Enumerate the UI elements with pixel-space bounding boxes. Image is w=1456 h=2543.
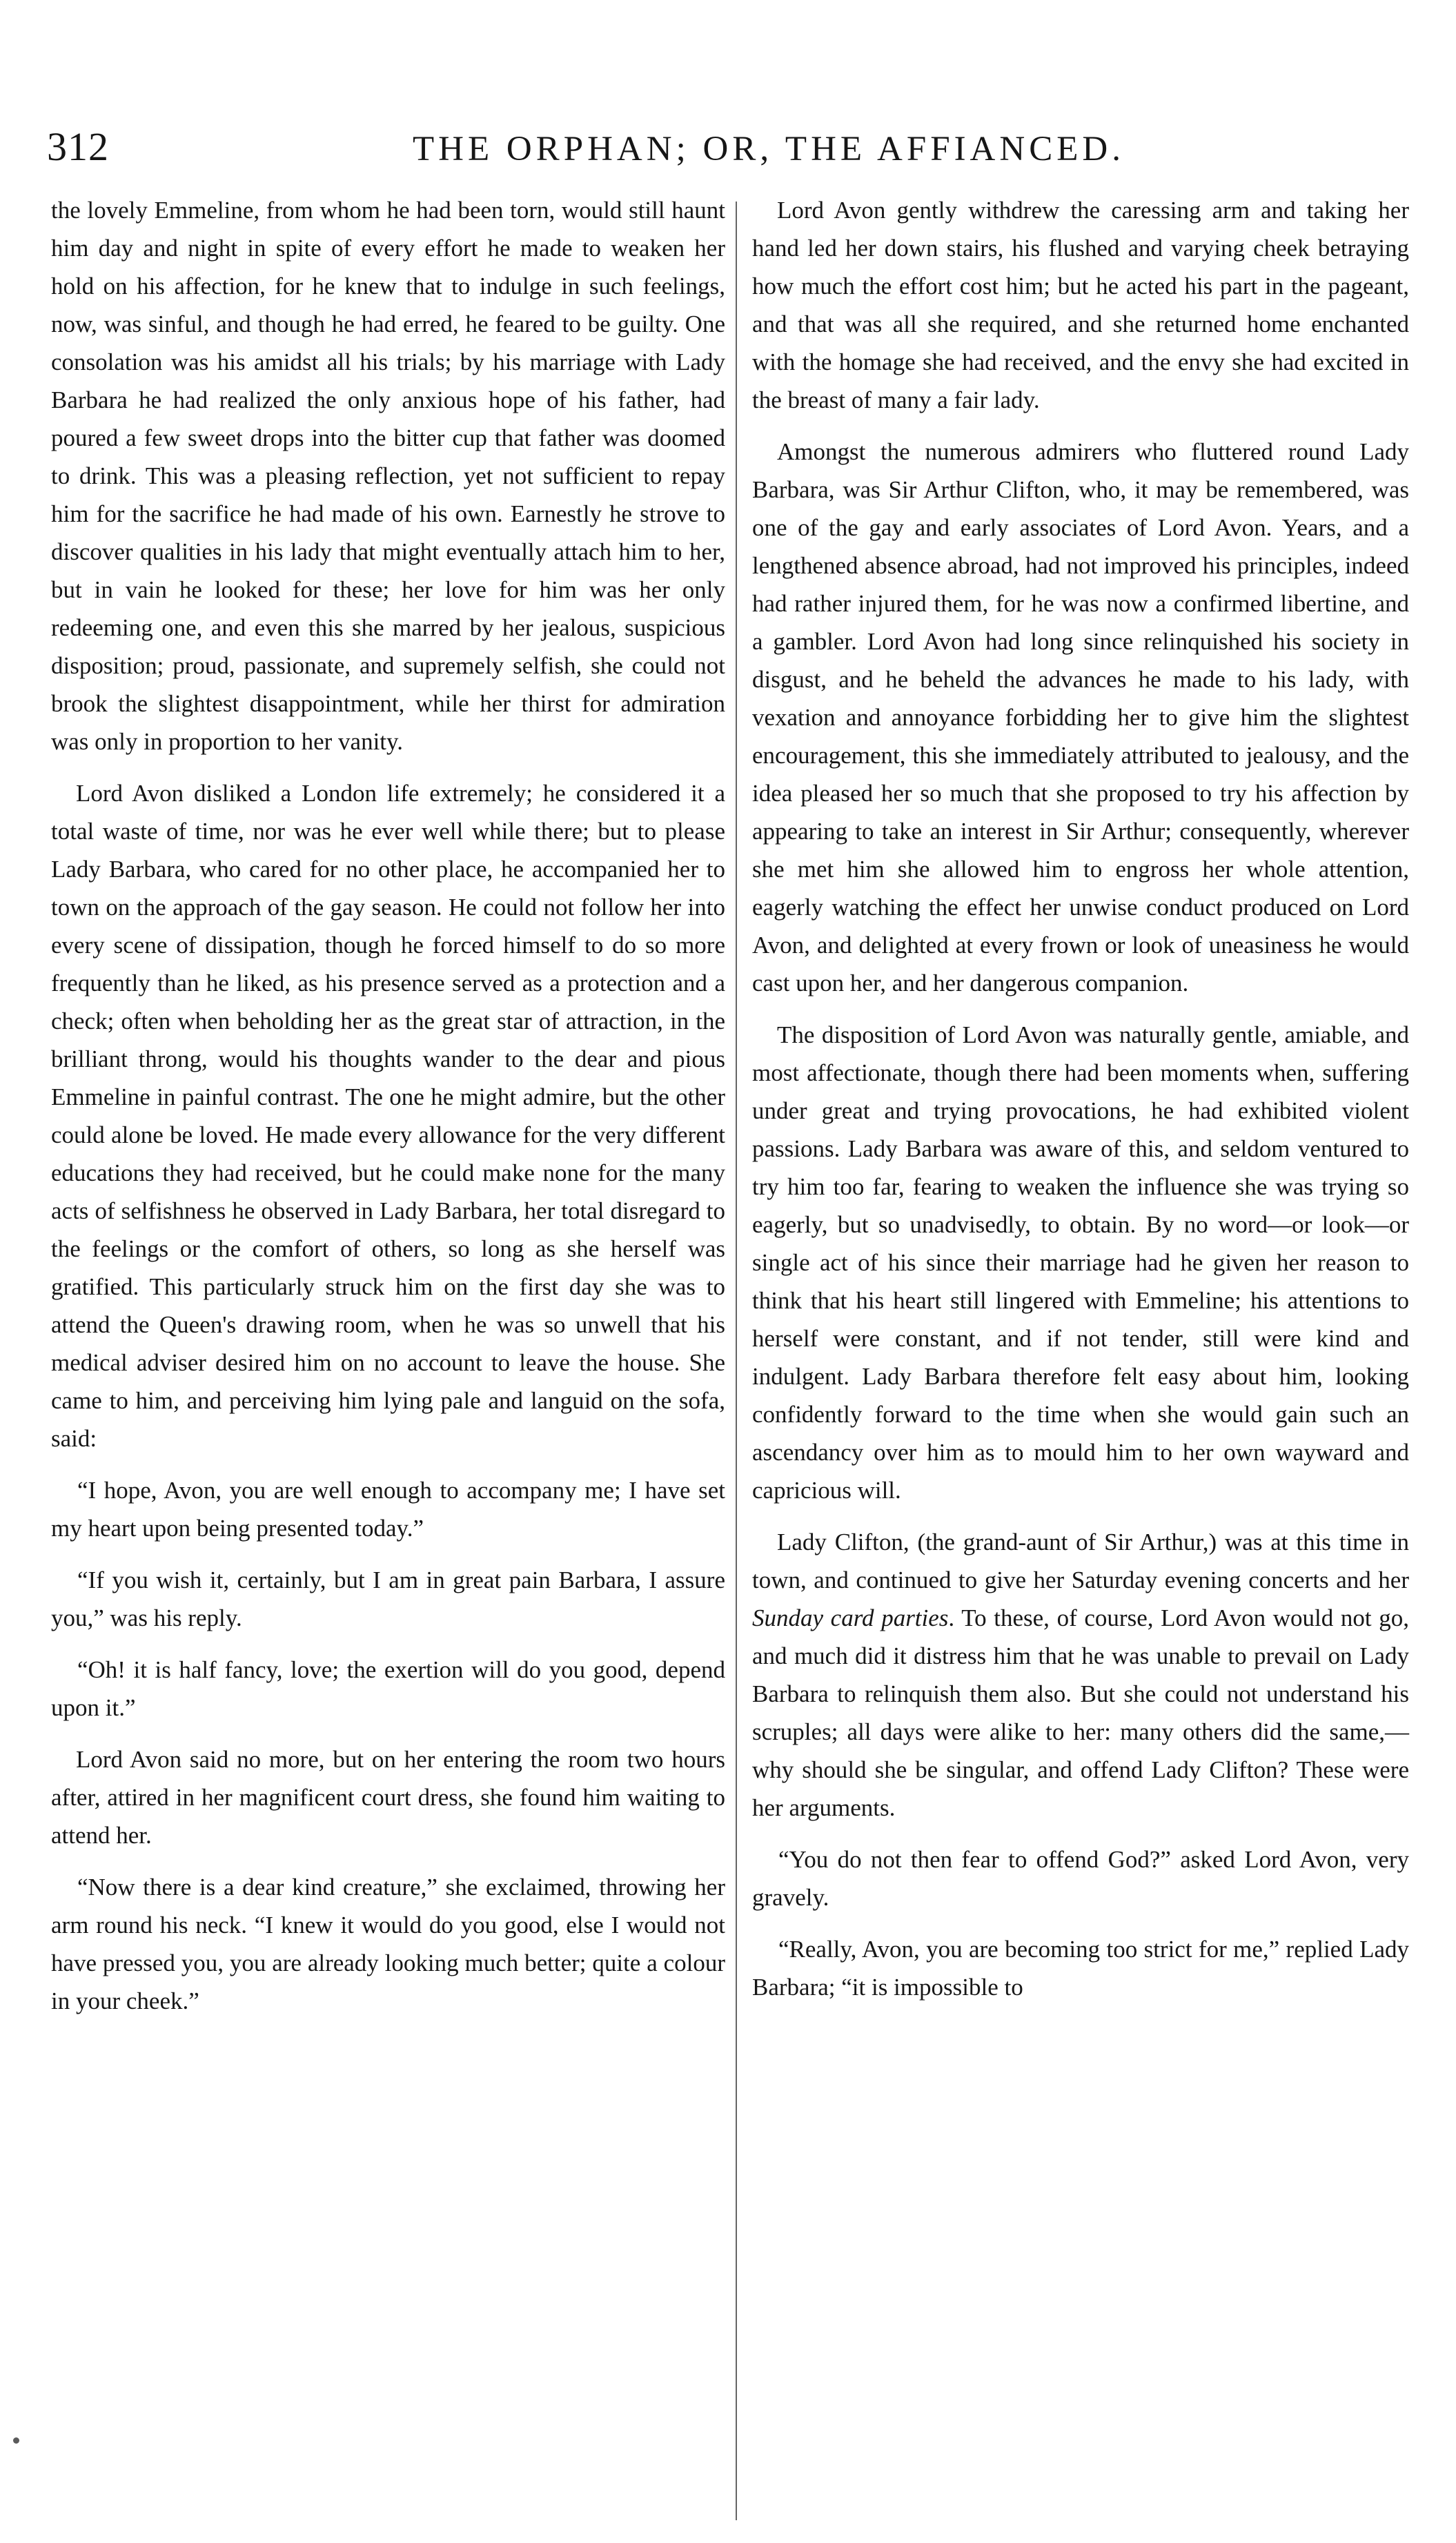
right-paragraph-1: Lord Avon gently withdrew the caressing arm and taking her hand led her down stairs, his flushed and varying cheek betraying how much the effort cost him; but he acted his part in the pageant, and that was all she required, and she returned home enchanted with the homage she had received, and the envy she had excited in the breast of many a fair lady. xyxy=(752,197,1409,413)
left-paragraph-3: “I hope, Avon, you are well enough to accompany me; I have set my heart upon being presented today.” xyxy=(51,1477,725,1542)
right-paragraph-5: “You do not then fear to offend God?” asked Lord Avon, very gravely. xyxy=(752,1846,1409,1911)
right-paragraph-4-after: . To these, of course, Lord Avon would not go, and much did it distress him that he was unable to prevail on Lady Barbara to relinquish them also. But she could not understand his scruples; all days were alike to her: many others did the same,—why should she be singular, and offend Lady Clifton? These were her arguments. xyxy=(752,1604,1409,1821)
left-paragraph-5: “Oh! it is half fancy, love; the exertion will do you good, depend upon it.” xyxy=(51,1656,725,1721)
right-paragraph-2: Amongst the numerous admirers who fluttered round Lady Barbara, was Sir Arthur Clifton, who, it may be remembered, was one of the gay and early associates of Lord Avon. Years, and a lengthened absence abroad, had not improved his principles, indeed had rather injured them, for he was now a confirmed libertine, and a gambler. Lord Avon had long since relinquished his society in disgust, and he beheld the advances he made to his lady, with vexation and annoyance forbidding her to give him the slightest encouragement, this she immediately attributed to jealousy, and the idea pleased her so much that she proposed to try his affection by appearing to take an interest in Sir Arthur; consequently, wherever she met him she allowed him to engross her whole attention, eagerly watching the effect her unwise conduct produced on Lord Avon, and delighted at every frown or look of uneasiness he would cast upon her, and her dangerous companion. xyxy=(752,438,1409,996)
right-paragraph-4 xyxy=(752,1523,1409,1827)
column-divider-rule xyxy=(736,202,737,2520)
right-paragraph-6: “Really, Avon, you are becoming too strict for me,” replied Lady Barbara; “it is impossible to xyxy=(752,1936,1409,2001)
left-paragraph-7: “Now there is a dear kind creature,” she exclaimed, throwing her arm round his neck. “I knew it would do you good, else I would not have pressed you, you are already looking much better; quite a colour in your cheek.” xyxy=(51,1874,725,2014)
left-paragraph-2: Lord Avon disliked a London life extremely; he considered it a total waste of time, nor was he ever well while there; but to please Lady Barbara, who cared for no other place, he accompanied her to town on the approach of the gay season. He could not follow her into every scene of dissipation, though he forced himself to do so more frequently than he liked, as his presence served as a protection and a check; often when beholding her as the great star of attraction, in the brilliant throng, would his thoughts wander to the dear and pious Emmeline in painful contrast. The one he might admire, but the other could alone be loved. He made every allowance for the very different educations they had received, but he could make none for the many acts of selfishness he observed in Lady Barbara, her total disregard to the feelings or the comfort of others, so long as she herself was gratified. This particularly struck him on the first day she was to attend the Queen's drawing room, when he was so unwell that his medical adviser desired him on no account to leave the house. She came to him, and perceiving him lying pale and languid on the sofa, said: xyxy=(51,780,725,1452)
left-paragraph-6: Lord Avon said no more, but on her entering the room two hours after, attired in her magnificent court dress, she found him waiting to attend her. xyxy=(51,1746,725,1849)
running-title: THE ORPHAN; OR, THE AFFIANCED. xyxy=(413,130,1125,168)
right-text-column xyxy=(752,191,1409,2020)
sunday-card-parties-italic: Sunday card parties xyxy=(752,1604,949,1631)
page-header xyxy=(41,126,1421,188)
ink-mark xyxy=(13,2437,19,2444)
left-paragraph-1: the lovely Emmeline, from whom he had been torn, would still haunt him day and night in spite of every effort he made to weaken her hold on his affection, for he knew that to indulge in such feelings, now, was sinful, and though he had erred, he feared to be guilty. One consolation was his amidst all his trials; by his marriage with Lady Barbara he had realized the only anxious hope of his father, had poured a few sweet drops into the bitter cup that father was doomed to drink. This was a pleasing reflection, yet not sufficient to repay him for the sacrifice he had made of his own. Earnestly he strove to discover qualities in his lady that might eventually attach him to her, but in vain he looked for these; her love for him was her only redeeming one, and even this she marred by her jealous, suspicious disposition; proud, passionate, and supremely selfish, she could not brook the slightest disappointment, while her thirst for admiration was only in proportion to her vanity. xyxy=(51,197,725,755)
right-paragraph-3: The disposition of Lord Avon was naturally gentle, amiable, and most affectionate, though there had been moments when, suffering under great and trying provocations, he had exhibited violent passions. Lady Barbara was aware of this, and seldom ventured to try him too far, fearing to weaken the influence she was trying so eagerly, but so unadvisedly, to obtain. By no word—or look—or single act of his since their marriage had he given her reason to think that his heart still lingered with Emmeline; his attentions to herself were constant, and if not tender, still were kind and indulgent. Lady Barbara therefore felt easy about him, looking confidently forward to the time when she would gain such an ascendancy over him as to mould him to her own wayward and capricious will. xyxy=(752,1021,1409,1504)
left-paragraph-4: “If you wish it, certainly, but I am in great pain Barbara, I assure you,” was his reply. xyxy=(51,1567,725,1631)
right-paragraph-4-before: Lady Clifton, (the grand-aunt of Sir Arthur,) was at this time in town, and continued to give her Saturday evening concerts and her xyxy=(752,1529,1409,1593)
left-text-column xyxy=(51,191,725,2034)
page-number: 312 xyxy=(47,124,109,169)
